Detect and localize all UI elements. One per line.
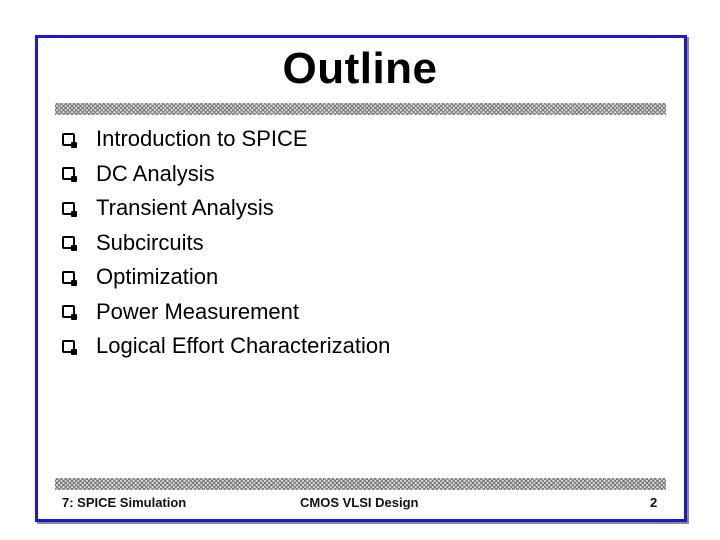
bullet-item bbox=[62, 226, 390, 261]
bullet-text: Power Measurement bbox=[96, 298, 299, 324]
hollow-square-bullet-icon bbox=[62, 305, 75, 318]
footer-lecture-title: 7: SPICE Simulation bbox=[62, 495, 187, 510]
bullet-text: Introduction to SPICE bbox=[96, 126, 308, 152]
bullet-text: Optimization bbox=[96, 264, 219, 290]
hollow-square-bullet-icon bbox=[62, 271, 75, 284]
hollow-square-bullet-icon bbox=[62, 167, 75, 180]
hollow-square-bullet-icon bbox=[62, 133, 75, 146]
bullet-item bbox=[62, 295, 390, 330]
bullet-text: Subcircuits bbox=[96, 229, 204, 255]
title-divider-hatch bbox=[55, 103, 666, 115]
bullet-list bbox=[62, 122, 390, 364]
footer-page-number: 2 bbox=[650, 495, 658, 510]
slide-title: Outline bbox=[282, 44, 438, 93]
footer-divider-hatch bbox=[55, 478, 666, 490]
bullet-text: DC Analysis bbox=[96, 160, 215, 186]
footer-course-title: CMOS VLSI Design bbox=[300, 495, 419, 510]
bullet-item bbox=[62, 329, 390, 364]
bullet-item bbox=[62, 157, 390, 192]
bullet-item bbox=[62, 191, 390, 226]
bullet-text: Transient Analysis bbox=[96, 195, 274, 221]
bullet-item bbox=[62, 122, 390, 157]
bullet-text: Logical Effort Characterization bbox=[96, 333, 391, 359]
bullet-item bbox=[62, 260, 390, 295]
hollow-square-bullet-icon bbox=[62, 236, 75, 249]
hollow-square-bullet-icon bbox=[62, 202, 75, 215]
hollow-square-bullet-icon bbox=[62, 340, 75, 353]
